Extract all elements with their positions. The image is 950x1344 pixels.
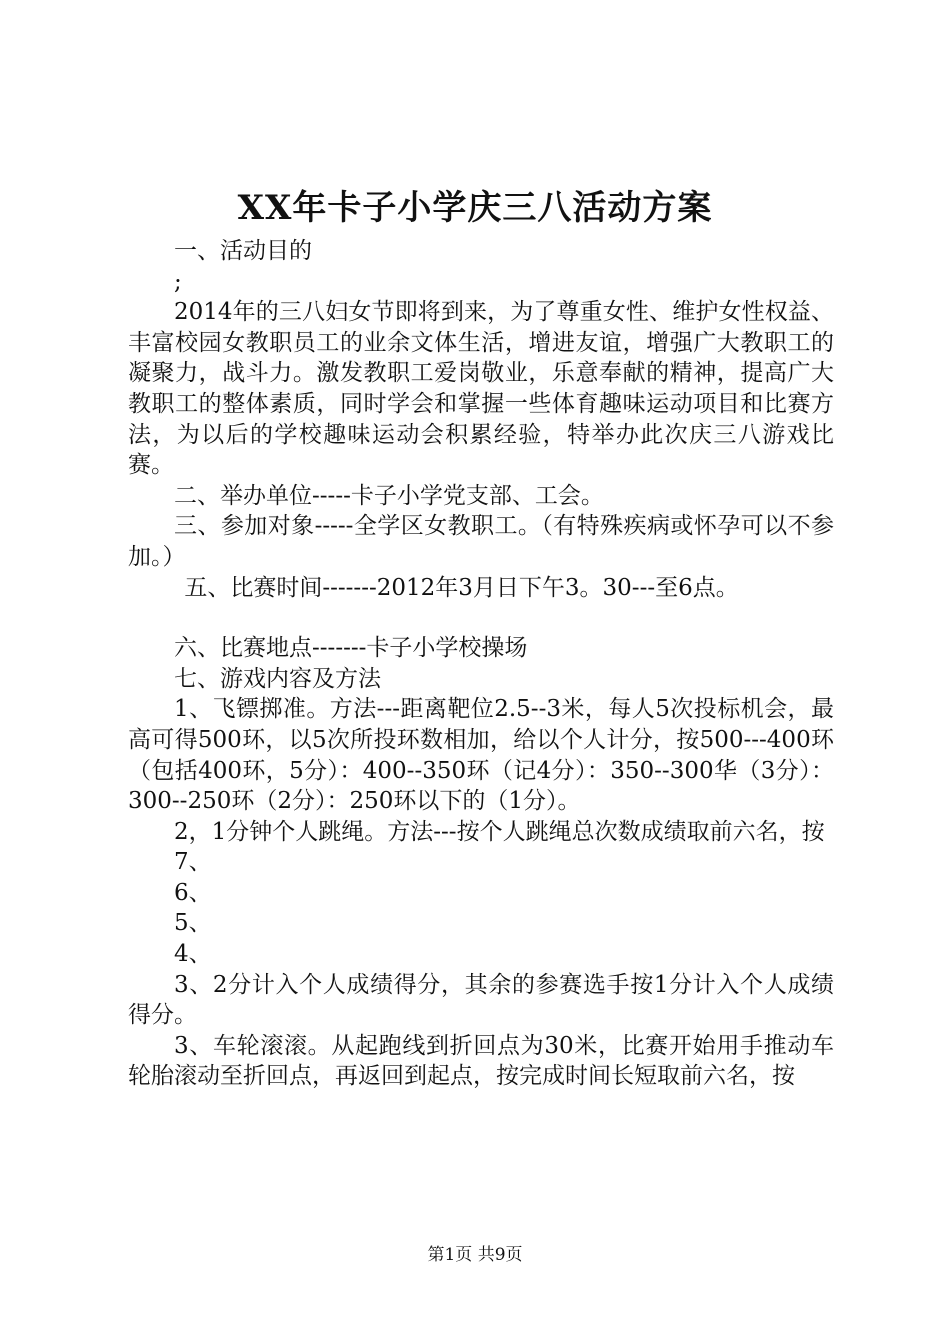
rank-3-scoring: 3、2分计入个人成绩得分，其余的参赛选手按1分计入个人成绩得分。 bbox=[128, 971, 834, 1029]
rank-6: 6、 bbox=[174, 879, 212, 906]
section-organizer: 二、举办单位-----卡子小学党支部、工会。 bbox=[174, 482, 604, 509]
item-rope-skipping: 2，1分钟个人跳绳。方法---按个人跳绳总次数成绩取前六名，按 bbox=[174, 818, 825, 845]
document-title: XX年卡子小学庆三八活动方案 bbox=[237, 188, 713, 228]
section-participants: 三、参加对象-----全学区女教职工。（有特殊疾病或怀孕可以不参加。） bbox=[128, 513, 834, 570]
paragraph-purpose-body: 2014年的三八妇女节即将到来，为了尊重女性、维护女性权益、丰富校园女教职员工的业余文体生活，增进友谊，增强广大教职工的凝聚力，战斗力。激发教职工爱岗敬业，乐意奉献的精神，提高广大教职工的整体素质，同时学会和掌握一些体育趣味运动项目和比赛方法，为以后的学校趣味运动会积累经验，特举办此次庆三八游戏比赛。 bbox=[128, 299, 834, 479]
blank-line bbox=[128, 603, 834, 633]
item-wheel-rolling: 3、车轮滚滚。从起跑线到折回点为30米，比赛开始用手推动车轮胎滚动至折回点，再返回到起点，按完成时间长短取前六名，按 bbox=[128, 1032, 834, 1090]
section-location: 六、比赛地点-------卡子小学校操场 bbox=[174, 635, 528, 662]
paragraph-separator: ; bbox=[174, 268, 182, 295]
rank-5: 5、 bbox=[174, 910, 212, 937]
rank-7: 7、 bbox=[174, 849, 212, 876]
document-body bbox=[128, 236, 834, 1092]
section-heading-purpose: 一、活动目的 bbox=[174, 238, 312, 264]
section-content-heading: 七、游戏内容及方法 bbox=[174, 665, 381, 692]
page-footer: 第1页 共9页 bbox=[427, 1245, 523, 1265]
item-darts: 1、飞镖掷准。方法---距离靶位2.5--3米，每人5次投标机会，最高可得500环，以5次所投环数相加，给以个人计分，按500---400环（包括400环，5分）：400--350环（记4分）：350--300华（3分）：300--250环（2分）：250环以下的（1分）。 bbox=[128, 696, 834, 815]
section-time: 五、比赛时间-------2012年3月日下午3。30---至6点。 bbox=[184, 574, 739, 601]
rank-4: 4、 bbox=[174, 941, 212, 968]
